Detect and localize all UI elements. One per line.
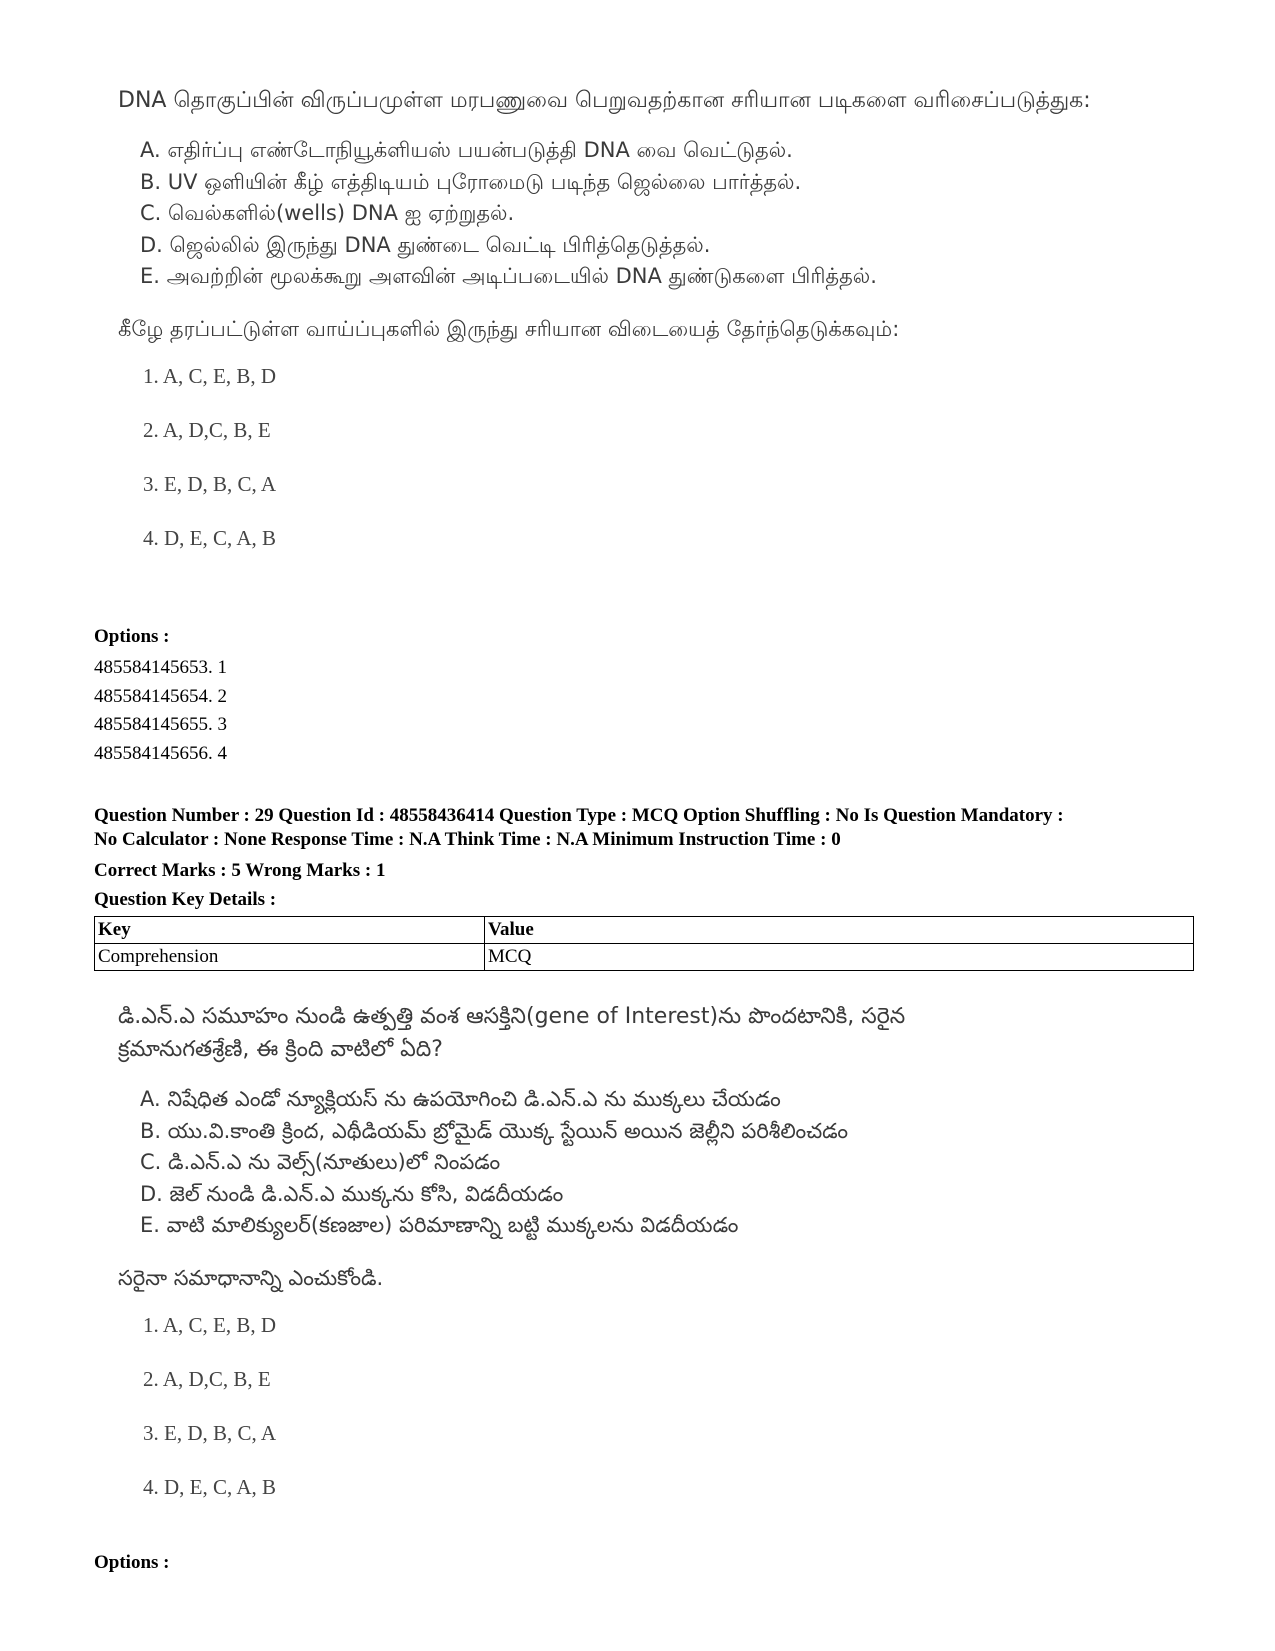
option-item: 485584145653. 1 <box>94 657 227 678</box>
options-list <box>94 654 227 768</box>
choice-3: 3. E, D, B, C, A <box>143 1420 277 1445</box>
question-stem: డి.ఎన్.ఎ సమూహం నుండి ఉత్పత్తి వంశ ఆసక్తిని(gene of Interest)ను పొందటానికి, సరైన క్రమానుగతశ్రేణి, ఈ క్రింది వాటిలో ఏది? <box>118 1004 906 1062</box>
statement-d: D. ஜெல்லில் இருந்து DNA துண்டை வெட்டி பிரித்தெடுத்தல். <box>140 232 711 257</box>
choice-1: 1. A, C, E, B, D <box>143 363 277 388</box>
table-header-key: Key <box>95 917 485 944</box>
marks-line: Correct Marks : 5 Wrong Marks : 1 <box>94 860 386 881</box>
question-image-tamil <box>118 84 1118 579</box>
statement-b: B. UV ஒளியின் கீழ் எத்திடியம் புரோமைடு படிந்த ஜெல்லை பார்த்தல். <box>140 169 802 194</box>
statement-c: C. வெல்களில்(wells) DNA ஐ ஏற்றுதல். <box>140 201 515 225</box>
options-label: Options : <box>94 1552 170 1573</box>
table-cell-value: MCQ <box>485 944 1194 971</box>
question-instruction: கீழே தரப்பட்டுள்ள வாய்ப்புகளில் இருந்து சரியான விடையைத் தேர்ந்தெடுக்கவும்: <box>118 316 900 341</box>
statement-b: B. యు.వి.కాంతి క్రింద, ఎథీడియమ్ బ్రోమైడ్ యొక్క స్టేయిన్ అయిన జెల్లీని పరిశీలించడం <box>140 1118 849 1143</box>
statement-c: C. డి.ఎన్.ఎ ను వెల్స్(నూతులు)లో నింపడం <box>140 1150 501 1174</box>
table-cell-key: Comprehension <box>95 944 485 971</box>
statement-list <box>140 1084 1018 1242</box>
question-meta-line-2: No Calculator : None Response Time : N.A Think Time : N.A Minimum Instruction Time : 0 <box>94 829 841 850</box>
table-header-row <box>95 917 1194 944</box>
statement-a: A. నిషేధిత ఎండో న్యూక్లియస్ ను ఉపయోగించి డి.ఎన్.ఎ ను ముక్కలు చేయడం <box>140 1087 781 1111</box>
choice-list <box>143 1312 1018 1528</box>
key-details-label: Question Key Details : <box>94 889 277 910</box>
options-label: Options : <box>94 626 170 647</box>
choice-2: 2. A, D,C, B, E <box>143 1366 271 1391</box>
statement-list <box>140 135 1118 293</box>
statement-e: E. அவற்றின் மூலக்கூறு அளவின் அடிப்படையில் DNA துண்டுகளை பிரித்தல். <box>140 264 877 288</box>
question-stem: DNA தொகுப்பின் விருப்பமுள்ள மரபணுவை பெறுவதற்கான சரியான படிகளை வரிசைப்படுத்துக: <box>118 88 1091 113</box>
option-item: 485584145655. 3 <box>94 714 227 735</box>
table-header-value: Value <box>485 917 1194 944</box>
option-item: 485584145654. 2 <box>94 685 227 707</box>
option-item: 485584145656. 4 <box>94 742 227 764</box>
statement-a: A. எதிர்ப்பு எண்டோநியூக்ளியஸ் பயன்படுத்தி DNA வை வெட்டுதல். <box>140 138 793 162</box>
choice-3: 3. E, D, B, C, A <box>143 471 277 496</box>
statement-d: D. జెల్ నుండి డి.ఎన్.ఎ ముక్కను కోసి, విడదీయడం <box>140 1181 564 1206</box>
question-instruction: సరైనా సమాధానాన్ని ఎంచుకోండి. <box>118 1265 384 1290</box>
choice-4: 4. D, E, C, A, B <box>143 1474 277 1499</box>
key-details-table <box>94 916 1194 971</box>
question-image-telugu <box>118 1000 1018 1528</box>
choice-1: 1. A, C, E, B, D <box>143 1312 277 1337</box>
table-row <box>95 944 1194 971</box>
choice-list <box>143 363 1118 579</box>
statement-e: E. వాటి మాలిక్యులర్(కణజాల) పరిమాణాన్ని బట్టి ముక్కలను విడదీయడం <box>140 1213 739 1237</box>
choice-4: 4. D, E, C, A, B <box>143 525 277 550</box>
question-metadata <box>94 804 1194 852</box>
choice-2: 2. A, D,C, B, E <box>143 417 271 442</box>
question-meta-line-1: Question Number : 29 Question Id : 48558436414 Question Type : MCQ Option Shuffling : No Is Question Mandatory : <box>94 805 1064 826</box>
